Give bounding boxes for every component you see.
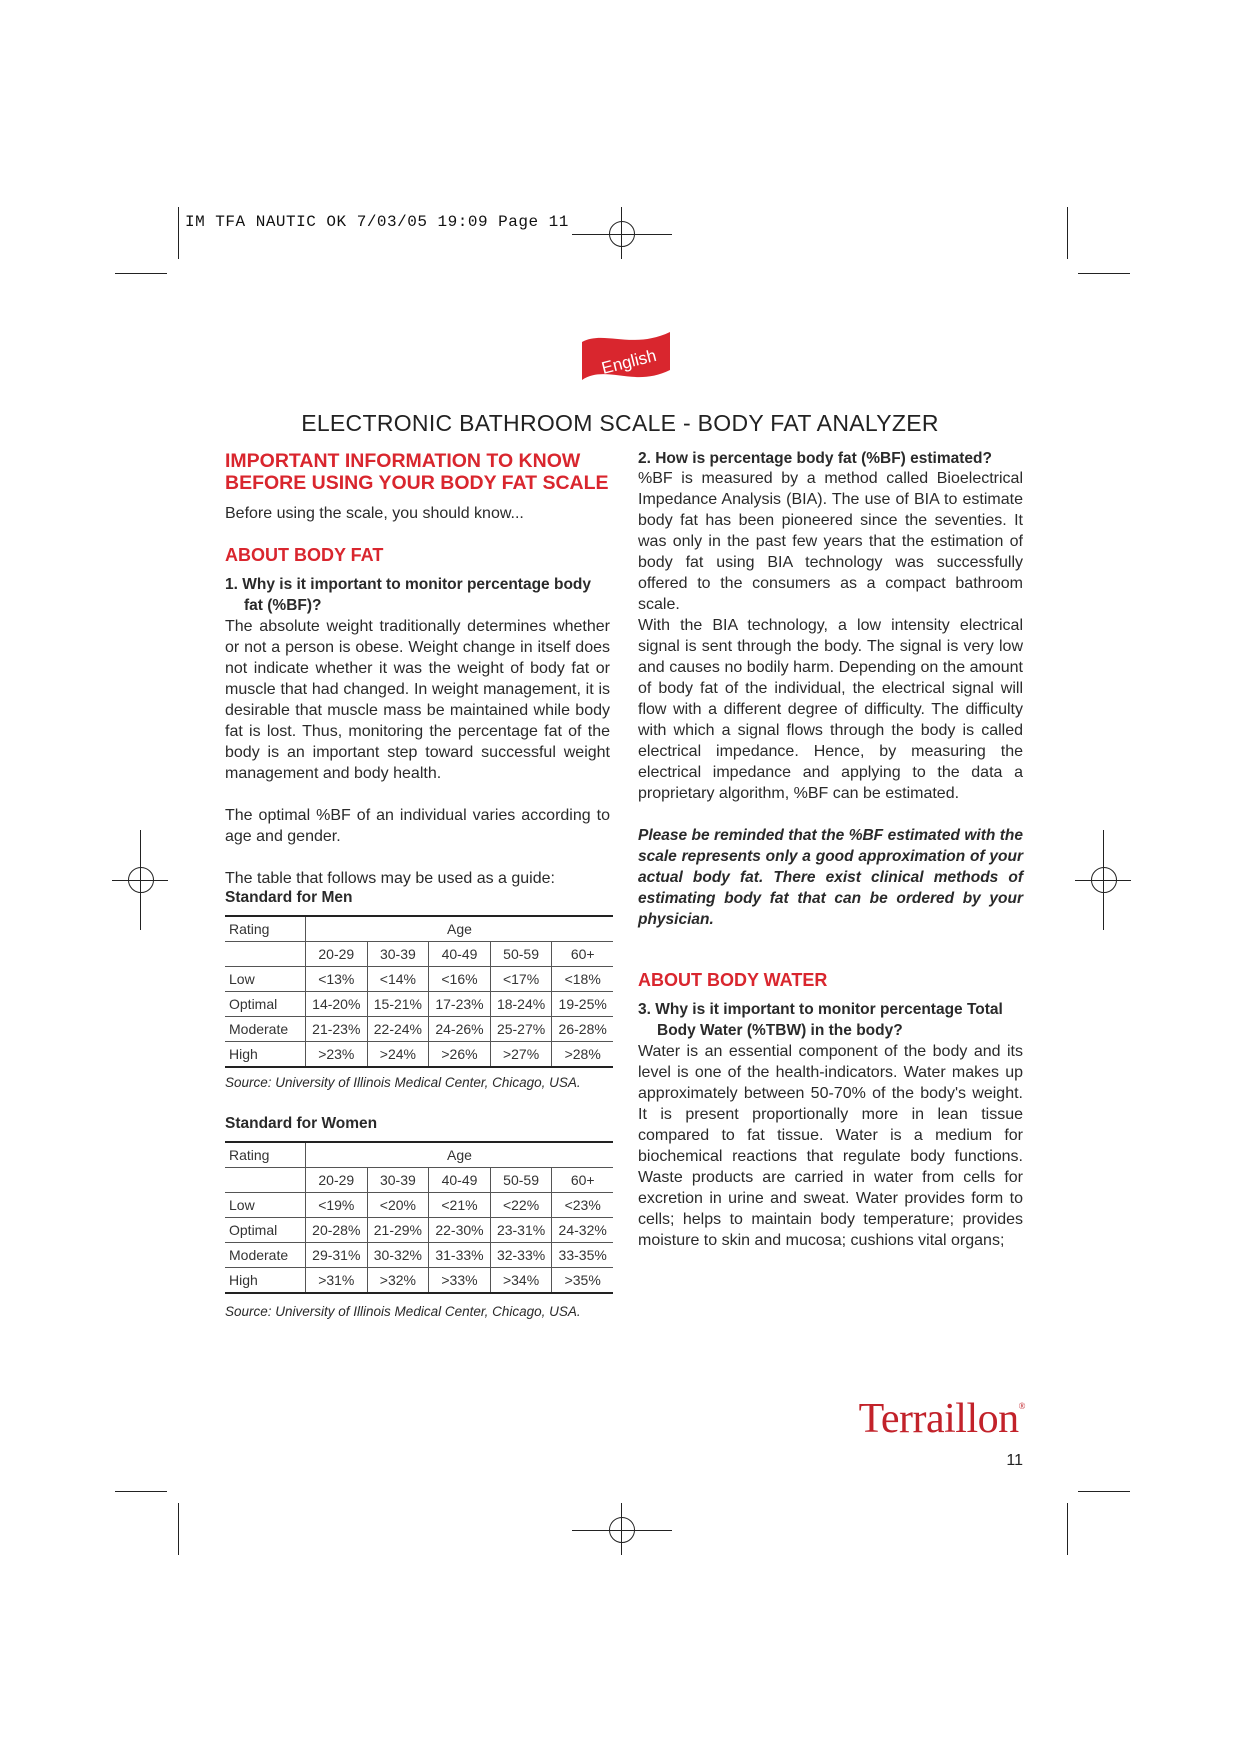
table-row [225, 967, 613, 992]
table-cell: 20-28% [306, 1218, 368, 1243]
table-cell: >32% [367, 1268, 429, 1294]
table-cell: 19-25% [552, 992, 613, 1017]
page-number: 11 [1006, 1452, 1023, 1469]
about-body-fat-heading: ABOUT BODY FAT [225, 545, 384, 565]
rating-label: High [225, 1268, 306, 1294]
age-group: 50-59 [490, 1168, 552, 1193]
table-cell: <21% [429, 1193, 491, 1218]
women-table-source: Source: University of Illinois Medical Center, Chicago, USA. [225, 1304, 581, 1319]
table-cell: >31% [306, 1268, 368, 1294]
optimal-bf-text: The optimal %BF of an individual varies according to age and gender. [225, 807, 610, 845]
table-cell: 29-31% [306, 1243, 368, 1268]
right-column [638, 450, 1023, 1251]
language-label: English [599, 345, 659, 378]
table-cell: 22-30% [429, 1218, 491, 1243]
table-cell: <23% [552, 1193, 613, 1218]
age-group: 40-49 [429, 1168, 491, 1193]
age-group: 60+ [552, 1168, 613, 1193]
table-cell: >27% [490, 1042, 552, 1068]
rating-label: Moderate [225, 1017, 306, 1042]
table-cell: 24-26% [429, 1017, 491, 1042]
table-cell: <17% [490, 967, 552, 992]
table-row [225, 1268, 613, 1294]
question-2: 2. How is percentage body fat (%BF) estimated? [638, 450, 992, 467]
question-2-answer: %BF is measured by a method called Bioelectrical Impedance Analysis (BIA). The use of BIA to estimate body fat has been pioneered since the seventies. It was only in the past few years that the estimation of body fat using BIA technology was successfully offered to the consumers as a compact bathroom scale. [638, 470, 1023, 613]
rating-header: Rating [225, 1142, 306, 1168]
table-cell: >28% [552, 1042, 613, 1068]
table-row [225, 1193, 613, 1218]
question-1: 1. Why is it important to monitor percentage body fat (%BF)? [225, 576, 591, 614]
age-header: Age [306, 1142, 614, 1168]
bia-explanation: With the BIA technology, a low intensity electrical signal is sent through the body. The signal is very low and causes no bodily harm. Depending on the amount of body fat of the individual, the electrical signal will flow with a different degree of difficulty. The difficulty with which a signal flows through the body is called electrical impedance. Hence, by measuring the electrical impedance and applying to the data a proprietary algorithm, %BF can be estimated. [638, 617, 1023, 802]
table-row [225, 1218, 613, 1243]
table-cell: 17-23% [429, 992, 491, 1017]
table-cell: 32-33% [490, 1243, 552, 1268]
table-cell: <16% [429, 967, 491, 992]
table-cell: 24-32% [552, 1218, 613, 1243]
table-cell: <13% [306, 967, 368, 992]
women-body-fat-table [225, 1141, 613, 1294]
rating-header: Rating [225, 916, 306, 942]
table-cell: >24% [367, 1042, 429, 1068]
table-cell: 25-27% [490, 1017, 552, 1042]
table-cell: 21-29% [367, 1218, 429, 1243]
men-table-title: Standard for Men [225, 889, 353, 906]
left-column [225, 450, 610, 1319]
table-row [225, 1042, 613, 1068]
table-cell: <22% [490, 1193, 552, 1218]
table-cell: <19% [306, 1193, 368, 1218]
table-guide-text: The table that follows may be used as a guide: [225, 870, 555, 887]
intro-text: Before using the scale, you should know... [225, 505, 524, 522]
table-cell: >35% [552, 1268, 613, 1294]
terraillon-logo: Terraillon® [858, 1396, 1025, 1442]
question-1-answer: The absolute weight traditionally determines whether or not a person is obese. Weight change in itself does not indicate whether it was the weight of body fat or muscle that had changed. In weight management, it is desirable that muscle mass be maintained while body fat is lost. Thus, monitoring the percentage fat of the body is an important step toward successful weight management and body health. [225, 618, 610, 782]
table-cell: 23-31% [490, 1218, 552, 1243]
rating-label: Low [225, 1193, 306, 1218]
rating-label: Optimal [225, 1218, 306, 1243]
age-group: 30-39 [367, 1168, 429, 1193]
men-body-fat-table [225, 915, 613, 1068]
age-group: 30-39 [367, 942, 429, 967]
printer-slug: IM TFA NAUTIC OK 7/03/05 19:09 Page 11 [185, 213, 569, 231]
table-row [225, 1017, 613, 1042]
about-body-water-heading: ABOUT BODY WATER [638, 970, 828, 990]
table-cell: 33-35% [552, 1243, 613, 1268]
table-cell: >34% [490, 1268, 552, 1294]
table-cell: 22-24% [367, 1017, 429, 1042]
table-cell: 14-20% [306, 992, 368, 1017]
table-cell: <14% [367, 967, 429, 992]
rating-label: Low [225, 967, 306, 992]
age-group: 40-49 [429, 942, 491, 967]
table-cell: >33% [429, 1268, 491, 1294]
table-cell: >23% [306, 1042, 368, 1068]
age-group: 20-29 [306, 1168, 368, 1193]
table-cell: 30-32% [367, 1243, 429, 1268]
age-header: Age [306, 916, 614, 942]
table-cell: >26% [429, 1042, 491, 1068]
table-row [225, 992, 613, 1017]
question-3: 3. Why is it important to monitor percentage Total Body Water (%TBW) in the body? [638, 1001, 1003, 1039]
language-flag-banner [580, 326, 672, 382]
table-cell: 18-24% [490, 992, 552, 1017]
important-info-heading: IMPORTANT INFORMATION TO KNOW BEFORE USING YOUR BODY FAT SCALE [225, 450, 609, 494]
rating-label: Optimal [225, 992, 306, 1017]
table-row [225, 1243, 613, 1268]
table-cell: <20% [367, 1193, 429, 1218]
rating-label: Moderate [225, 1243, 306, 1268]
women-table-title: Standard for Women [225, 1115, 378, 1132]
question-3-answer: Water is an essential component of the body and its level is one of the health-indicators. Water makes up approximately between 50-70% of the body's weight. It is present proportionally more in lean tissue compared to fat tissue. Water is a medium for biochemical reactions that regulate body functions. Waste products are carried in water from cells for excretion in urine and sweat. Water provides form to cells; helps to maintain body temperature; provides moisture to skin and mucosa; cushions vital organs; [638, 1043, 1023, 1249]
age-group: 60+ [552, 942, 613, 967]
registered-mark: ® [1018, 1401, 1025, 1411]
rating-label: High [225, 1042, 306, 1068]
age-group: 20-29 [306, 942, 368, 967]
age-group: 50-59 [490, 942, 552, 967]
men-table-source: Source: University of Illinois Medical Center, Chicago, USA. [225, 1075, 581, 1090]
table-cell: 26-28% [552, 1017, 613, 1042]
table-cell: 31-33% [429, 1243, 491, 1268]
page-title: ELECTRONIC BATHROOM SCALE - BODY FAT ANALYZER [301, 410, 939, 436]
approximation-warning: Please be reminded that the %BF estimated with the scale represents only a good approximation of your actual body fat. There exist clinical methods of estimating body fat that can be ordered by your physician. [638, 827, 1023, 928]
table-cell: 21-23% [306, 1017, 368, 1042]
table-cell: 15-21% [367, 992, 429, 1017]
table-cell: <18% [552, 967, 613, 992]
